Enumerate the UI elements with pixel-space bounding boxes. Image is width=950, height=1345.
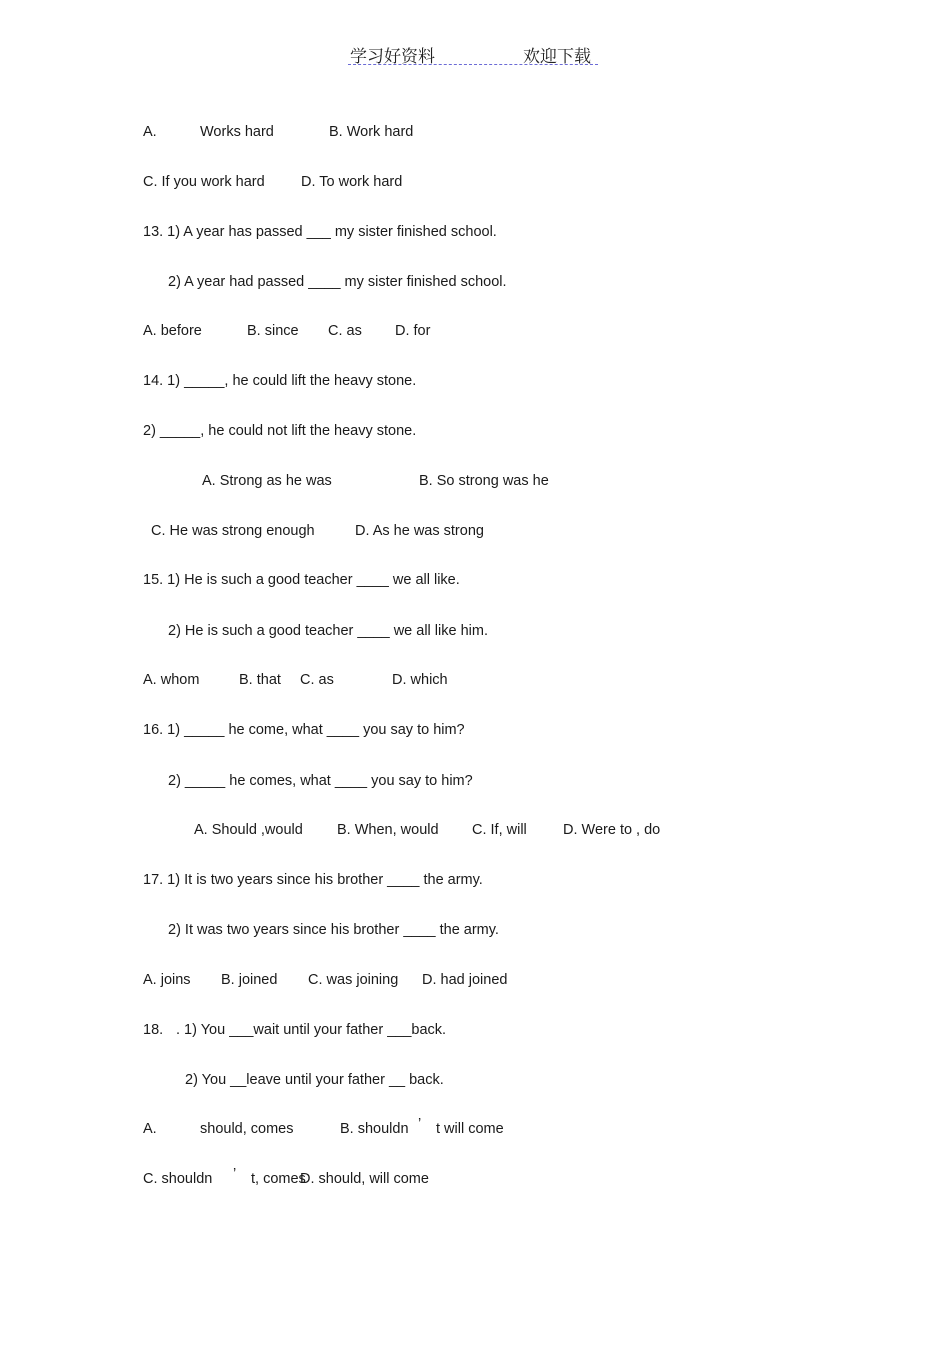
option-text: B. shouldn	[340, 1121, 409, 1137]
option-text: D. As he was strong	[355, 523, 484, 539]
question-13-2: 2) A year had passed ____ my sister finished school.	[168, 274, 507, 290]
option-text: D. for	[395, 323, 431, 339]
header-left-text: 学习好资料	[350, 47, 435, 67]
question-16-1: 16. 1) _____ he come, what ____ you say to him?	[143, 722, 465, 738]
question-15-1: 15. 1) He is such a good teacher ____ we all like.	[143, 572, 460, 588]
question-16-2: 2) _____ he comes, what ____ you say to him?	[168, 773, 473, 789]
question-14-1: 14. 1) _____, he could lift the heavy stone.	[143, 373, 417, 389]
question-13-1: 13. 1) A year has passed ___ my sister finished school.	[143, 224, 497, 240]
option-text: A. before	[143, 323, 202, 339]
header-dashed-rule	[348, 64, 598, 65]
option-text: D. To work hard	[301, 174, 403, 190]
option-text: B. since	[247, 323, 299, 339]
page-header	[348, 40, 598, 66]
question-17-2: 2) It was two years since his brother ____ the army.	[168, 922, 499, 938]
option-text: B. joined	[221, 972, 278, 988]
question-14-2: 2) _____, he could not lift the heavy stone.	[143, 423, 417, 439]
option-text: C. as	[300, 672, 334, 688]
option-text: C. was joining	[308, 972, 399, 988]
apostrophe-mark: ’	[233, 1166, 237, 1182]
option-text: D. had joined	[422, 972, 508, 988]
option-text: D. Were to , do	[563, 822, 661, 838]
apostrophe-mark: ’	[418, 1116, 422, 1132]
option-text: D. which	[392, 672, 448, 688]
option-text: B. Work hard	[329, 124, 414, 140]
question-15-2: 2) He is such a good teacher ____ we all like him.	[168, 623, 488, 639]
option-text: C. He was strong enough	[151, 523, 315, 539]
option-text: t, comes	[251, 1171, 306, 1187]
option-label: A.	[143, 1121, 157, 1137]
option-label: A.	[143, 124, 157, 140]
option-text: Works hard	[200, 124, 274, 140]
option-text: A. joins	[143, 972, 191, 988]
option-text: D. should, will come	[300, 1171, 429, 1187]
option-text: B. So strong was he	[419, 473, 549, 489]
option-text: C. as	[328, 323, 362, 339]
option-text: should, comes	[200, 1121, 294, 1137]
option-text: A. whom	[143, 672, 200, 688]
header-right-text: 欢迎下载	[523, 47, 591, 67]
question-18-number: 18.	[143, 1022, 164, 1038]
question-18-2: 2) You __leave until your father __ back.	[185, 1072, 444, 1088]
option-text: A. Strong as he was	[202, 473, 332, 489]
question-17-1: 17. 1) It is two years since his brother ____ the army.	[143, 872, 483, 888]
option-text: B. that	[239, 672, 281, 688]
option-text: t will come	[436, 1121, 504, 1137]
question-18-1: . 1) You ___wait until your father ___back.	[176, 1022, 447, 1038]
option-text: C. shouldn	[143, 1171, 213, 1187]
option-text: A. Should ,would	[194, 822, 303, 838]
option-text: B. When, would	[337, 822, 439, 838]
option-text: C. If, will	[472, 822, 527, 838]
option-text: C. If you work hard	[143, 174, 265, 190]
